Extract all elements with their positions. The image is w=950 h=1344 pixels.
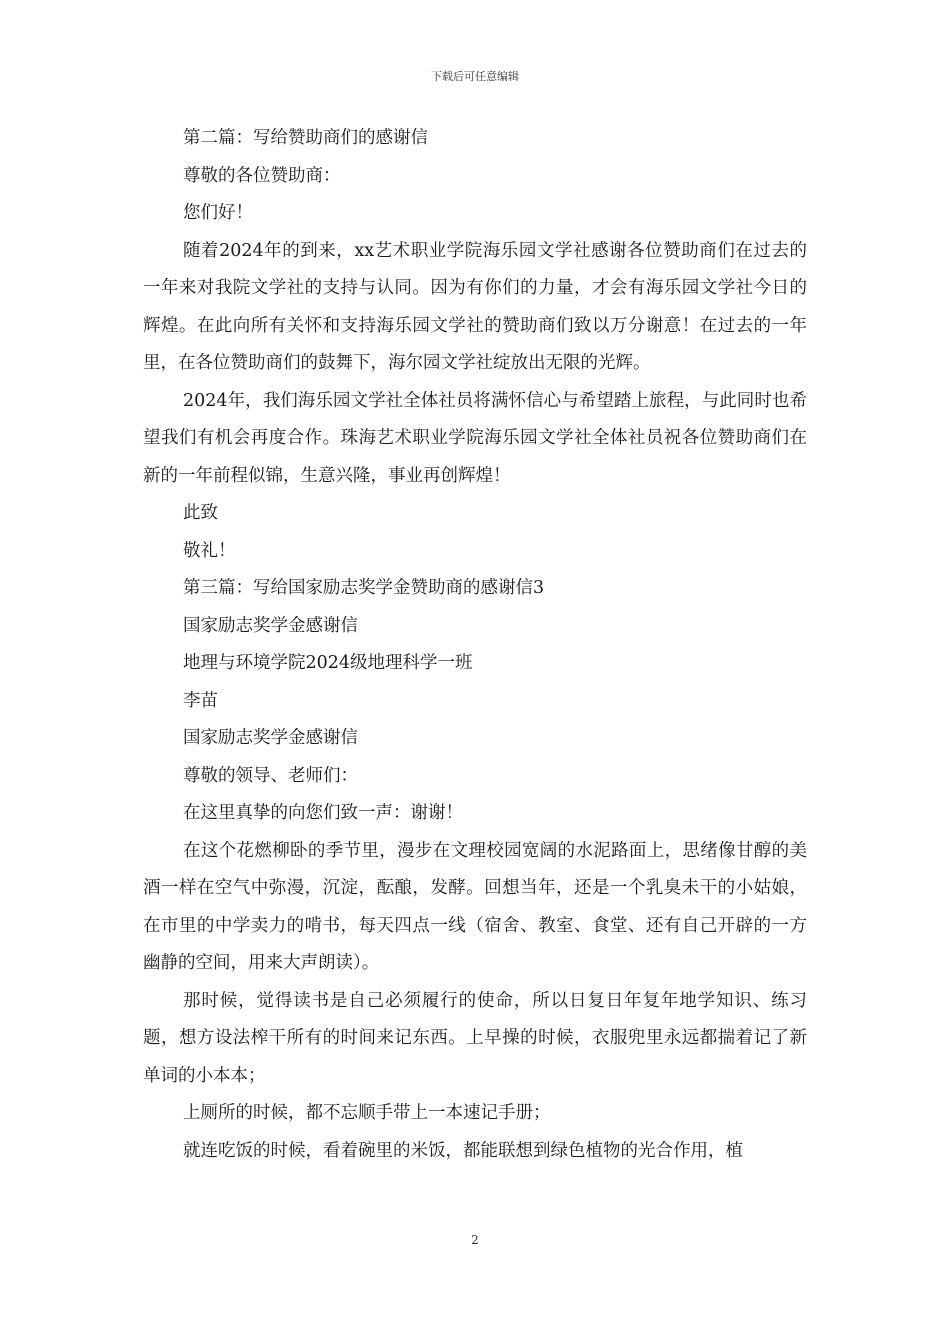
document-body [143, 120, 807, 1170]
paragraph-4: 那时候，觉得读书是自己必须履行的使命，所以日复日年复年地学知识、练习题，想方设法榨干所有的时间来记东西。上早操的时候，衣服兜里永远都揣着记了新单词的小本本； [143, 990, 807, 1086]
letter-title-repeat: 国家励志奖学金感谢信 [183, 728, 358, 748]
page-header-note: 下载后可任意编辑 [431, 70, 519, 83]
paragraph-3: 在这个花燃柳卧的季节里，漫步在文理校园宽阔的水泥路面上，思绪像甘醇的美酒一样在空气中弥漫，沉淀，酝酿，发酵。回想当年，还是一个乳臭未干的小姑娘，在市里的中学卖力的啃书，每天四点一线（宿舍、教室、食堂、还有自己开辟的一方幽静的空间，用来大声朗读）。 [143, 840, 807, 973]
thanks-line: 在这里真挚的向您们致一声：谢谢！ [183, 803, 463, 823]
page-number: 2 [471, 1233, 479, 1247]
closing-line-1: 此致 [183, 503, 218, 523]
paragraph-1: 随着2024年的到来，xx艺术职业学院海乐园文学社感谢各位赞助商们在过去的一年来对我院文学社的支持与认同。因为有你们的力量，才会有海乐园文学社今日的辉煌。在此向所有关怀和支持海乐园文学社的赞助商们致以万分谢意！在过去的一年里，在各位赞助商们的鼓舞下，海尔园文学社绽放出无限的光辉。 [143, 240, 807, 373]
section-heading-2: 第二篇：写给赞助商们的感谢信 [183, 128, 428, 148]
paragraph-2: 2024年，我们海乐园文学社全体社员将满怀信心与希望踏上旅程，与此同时也希望我们有机会再度合作。珠海艺术职业学院海乐园文学社全体社员祝各位赞助商们在新的一年前程似锦，生意兴隆，事业再创辉煌！ [143, 390, 807, 486]
section-heading-3: 第三篇：写给国家励志奖学金赞助商的感谢信3 [183, 578, 545, 598]
salutation-teachers: 尊敬的领导、老师们： [183, 765, 358, 786]
salutation-sponsors: 尊敬的各位赞助商： [183, 165, 341, 186]
letter-title: 国家励志奖学金感谢信 [183, 615, 358, 636]
paragraph-5: 上厕所的时候，都不忘顺手带上一本速记手册； [183, 1103, 551, 1123]
department-line: 地理与环境学院2024级地理科学一班 [183, 653, 473, 673]
paragraph-6: 就连吃饭的时候，看着碗里的米饭，都能联想到绿色植物的光合作用，植 [183, 1140, 743, 1161]
greeting: 您们好！ [183, 203, 253, 223]
closing-line-2: 敬礼！ [183, 540, 236, 561]
author-name: 李苗 [183, 690, 218, 711]
